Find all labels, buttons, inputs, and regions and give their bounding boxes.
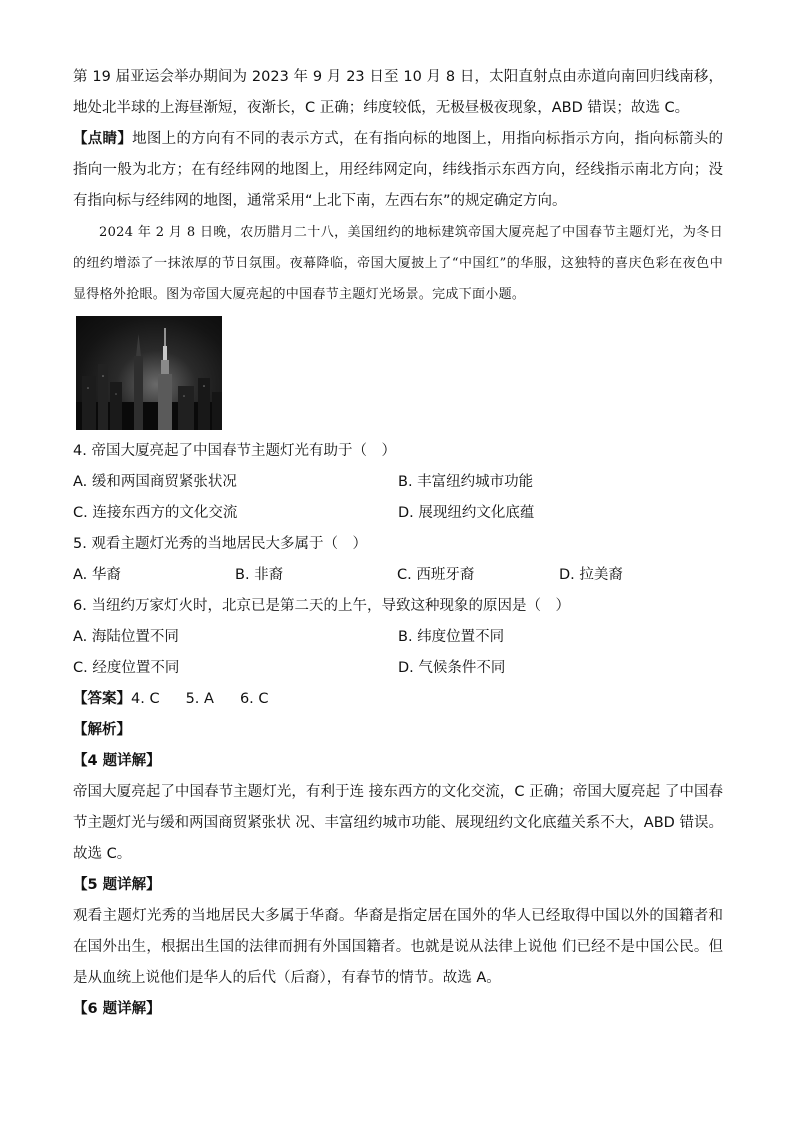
question-6-options-row-2 (73, 653, 723, 684)
answer-line (73, 684, 723, 715)
question-5-stem: 5. 观看主题灯光秀的当地居民大多属于（ ） (73, 536, 367, 552)
empire-state-building-photo (76, 316, 222, 430)
tip-paragraph (73, 124, 723, 217)
question-4-option-d: D. 展现纽约文化底蕴 (398, 505, 535, 521)
question-6 (73, 591, 723, 684)
question-4-options-row-2 (73, 498, 723, 529)
answer-item-4: 4. C (131, 691, 160, 707)
question-5 (73, 529, 723, 591)
detail-6-label: 【6 题详解】 (73, 1001, 161, 1017)
detail-5-text: 观看主题灯光秀的当地居民大多属于华裔。华裔是指定居在国外的华人已经取得中国以外的国籍者和在国外出生，根据出生国的法律而拥有外国国籍者。也就是说从法律上说他 们已经不是中国公民。但是从血统上说他们是华人的后代（后裔），有春节的情节。故选 A。 (73, 908, 723, 986)
question-6-option-c: C. 经度位置不同 (73, 660, 180, 676)
question-4-options-row-1 (73, 467, 723, 498)
question-6-option-b: B. 纬度位置不同 (398, 629, 505, 645)
answer-item-5: 5. A (185, 691, 214, 707)
tip-label: 【点睛】 (73, 131, 133, 147)
document-page (73, 62, 723, 1025)
question-6-options-row-1 (73, 622, 723, 653)
detail-5-label: 【5 题详解】 (73, 877, 161, 893)
question-4-option-c: C. 连接东西方的文化交流 (73, 505, 238, 521)
material-paragraph: 2024 年 2 月 8 日晚，农历腊月二十八，美国纽约的地标建筑帝国大厦亮起了中国春节主题灯光，为冬日的纽约增添了一抹浓厚的节日氛围。夜幕降临，帝国大厦披上了“中国红”的华服，这独特的喜庆色彩在夜色中显得格外抢眼。图为帝国大厦亮起的中国春节主题灯光场景。完成下面小题。 (73, 225, 723, 302)
question-5-option-b: B. 非裔 (235, 567, 284, 583)
detail-4-text: 帝国大厦亮起了中国春节主题灯光，有利于连 接东西方的文化交流，C 正确；帝国大厦亮起 了中国春节主题灯光与缓和两国商贸紧张状 况、丰富纽约城市功能、展现纽约文化底蕴关系不大，ABD 错误。故选 C。 (73, 784, 723, 862)
question-6-option-a: A. 海陆位置不同 (73, 629, 179, 645)
question-4-option-b: B. 丰富纽约城市功能 (398, 474, 534, 490)
question-6-option-d: D. 气候条件不同 (398, 660, 506, 676)
question-6-stem: 6. 当纽约万家灯火时，北京已是第二天的上午，导致这种现象的原因是（ ） (73, 598, 570, 614)
question-5-option-d: D. 拉美裔 (559, 567, 623, 583)
intro-paragraph: 第 19 届亚运会举办期间为 2023 年 9 月 23 日至 10 月 8 日，太阳直射点由赤道向南回归线南移，地处北半球的上海昼渐短，夜渐长，C 正确；纬度较低，无极昼极夜现象，ABD 错误；故选 C。 (73, 69, 723, 116)
analysis-label: 【解析】 (73, 722, 131, 738)
answer-item-6: 6. C (239, 691, 269, 707)
question-4-option-a: A. 缓和两国商贸紧张状况 (73, 474, 237, 490)
question-5-option-c: C. 西班牙裔 (397, 567, 475, 583)
tip-text: 地图上的方向有不同的表示方式，在有指向标的地图上，用指向标指示方向，指向标箭头的指向一般为北方；在有经纬网的地图上，用经纬网定向，纬线指示东西方向，经线指示南北方向；没有指向标与经纬网的地图，通常采用“上北下南，左西右东”的规定确定方向。 (73, 131, 724, 209)
detail-4-label: 【4 题详解】 (73, 753, 161, 769)
answer-label: 【答案】 (73, 691, 131, 707)
question-4-stem: 4. 帝国大厦亮起了中国春节主题灯光有助于（ ） (73, 443, 396, 459)
question-4 (73, 436, 723, 529)
question-5-options-row (73, 560, 723, 591)
question-5-option-a: A. 华裔 (73, 567, 121, 583)
night-skyline-illustration (76, 316, 222, 430)
